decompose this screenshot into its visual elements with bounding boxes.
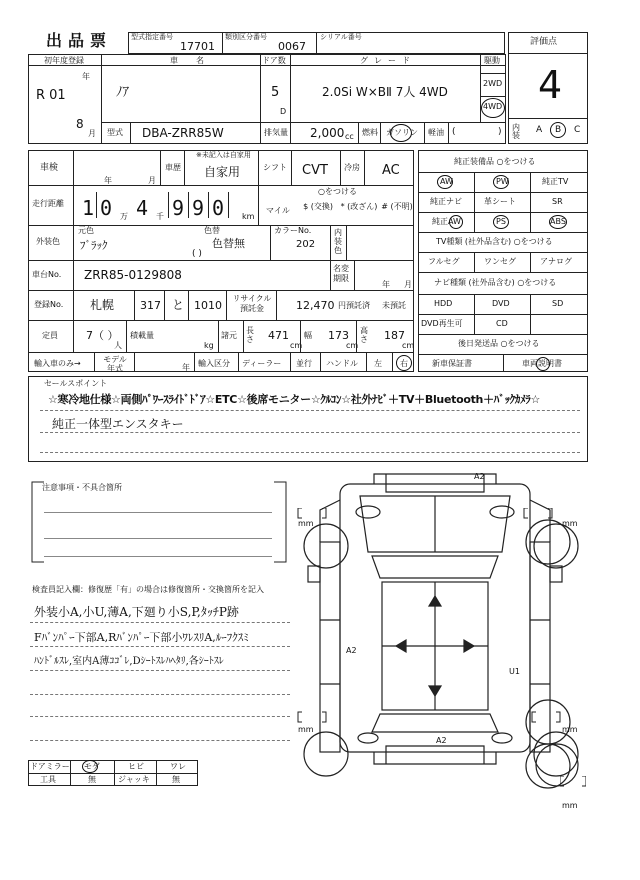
mileage-digit-5: 9: [192, 196, 205, 220]
equip-pw-circle: [493, 175, 509, 189]
reg-city: 札幌: [90, 298, 115, 312]
tools-header-ware: ワレ: [170, 762, 186, 771]
mileage-digit-1: 1: [82, 196, 95, 220]
drive-label: 駆動: [484, 56, 500, 65]
notes-bracket: [28, 478, 290, 566]
model-year-label: モデル年式: [103, 355, 127, 373]
grade-label: グレード: [360, 56, 416, 65]
equip-genuine-tv: 純正TV: [542, 177, 569, 186]
model-year-unit: 年: [182, 363, 190, 372]
type-no-label: 型式指定番号: [131, 33, 173, 41]
equip-ps: PS: [496, 217, 506, 226]
capacity-unit: 人: [114, 341, 122, 350]
mileage-exchange: $ (交換): [303, 202, 333, 211]
mileage-circle-note: ○をつける: [318, 187, 357, 196]
mm-label-fr: mm: [562, 519, 578, 528]
tools-header-mirror: ドアミラー: [30, 762, 70, 771]
name-change-year: 年: [382, 280, 390, 289]
tools-moge-circle: [82, 760, 98, 773]
navi-dvd-playback: DVD再生可: [421, 319, 463, 328]
mileage-man-unit: 万: [120, 212, 128, 221]
first-reg-year-unit: 年: [82, 72, 90, 81]
color-no-label: カラーNo.: [274, 226, 312, 235]
mm-label-rr: mm: [562, 725, 578, 734]
mileage-label: 走行距離: [32, 199, 64, 208]
equip-leather-seat: 革シート: [484, 197, 516, 206]
car-name-label: 車名: [170, 56, 222, 65]
width-unit: cm: [346, 341, 359, 350]
mileage-mile: マイル: [266, 206, 290, 215]
drive-4wd: 4WD: [483, 102, 503, 111]
handle-right: 右: [400, 359, 408, 368]
door-type: D: [280, 107, 287, 116]
capacity-label: 定員: [42, 331, 58, 340]
dims-label: 諸元: [221, 331, 237, 340]
fuel-paren-open: (: [452, 127, 456, 137]
mileage-digit-4: 9: [172, 196, 185, 220]
navi-sd: SD: [552, 299, 564, 308]
height-unit: cm: [402, 341, 415, 350]
notes-label: 注意事項・不具合箇所: [42, 483, 122, 492]
category-label: 車歴: [165, 163, 181, 172]
cooler-label: 冷房: [344, 163, 360, 172]
tools-jack-label: ジャッキ: [118, 775, 150, 784]
mileage-digit-3: 4: [136, 196, 149, 220]
color-change-paren: ( ): [192, 249, 202, 259]
mm-label-rl: mm: [298, 725, 314, 734]
interior-grade-b-circle: [550, 122, 566, 138]
drive-2wd: 2WD: [483, 79, 503, 88]
equip-pw: PW: [496, 177, 509, 186]
tools-header-hibi: ヒビ: [128, 762, 144, 771]
serial-label: シリアル番号: [320, 33, 362, 41]
later-shipping-label: 後日発送品 ○をつける: [458, 339, 540, 348]
mileage-digit-6: 0: [212, 196, 225, 220]
car-name-value: ﾉｱ: [116, 85, 129, 100]
tv-fullseg: フルセグ: [428, 257, 460, 266]
navi-type-label: ナビ種類 (社外品含む) ○をつける: [434, 278, 557, 287]
doors-label: ドア数: [262, 56, 286, 65]
later-warranty: 新車保証書: [432, 359, 472, 368]
first-reg-era: R 01: [36, 88, 66, 103]
equip-abs-circle: [549, 215, 567, 229]
first-reg-month-unit: 月: [88, 129, 96, 138]
fuel-paren-close: ): [498, 127, 502, 137]
category-value: 自家用: [204, 165, 241, 179]
navi-hdd: HDD: [434, 299, 453, 308]
load-label: 積載量: [130, 331, 154, 340]
shift-value: CVT: [302, 163, 328, 178]
drive-4wd-circle: [481, 98, 505, 118]
cooler-value: AC: [382, 163, 400, 178]
height-value: 187: [384, 329, 405, 342]
inspector-note-line3: ﾊﾝﾄﾞﾙｽﾚ,室内A薄ｺｺﾞﾚ,Dｼｰﾄｽﾚﾊﾍﾀﾘ,各ｼｰﾄｽﾚ: [34, 656, 224, 667]
shift-label: シフト: [263, 163, 287, 172]
tools-tool-label: 工具: [40, 775, 56, 784]
original-color-value: ﾌﾞﾗｯｸ: [80, 239, 108, 252]
damage-mark-left: A2: [346, 646, 357, 655]
later-manual: 車両説明書: [522, 359, 562, 368]
inspector-note-line2: Fﾊﾞﾝﾊﾟｰ下部A,Rﾊﾞﾝﾊﾟｰ下部小ﾜﾚｽﾘA,ﾙｰﾌｸｽﾐ: [34, 631, 249, 644]
equip-sr: SR: [552, 197, 563, 206]
capacity-value: 7（ ）: [86, 329, 119, 342]
fuel-gasoline-circle: [390, 124, 412, 142]
load-unit: kg: [204, 341, 214, 350]
chassis-label: 車台No.: [32, 270, 62, 279]
name-change-label: 名変期限: [333, 264, 349, 283]
import-class-label: 輸入区分: [198, 359, 230, 368]
grade-value: 2.0Si W×BⅡ 7人 4WD: [322, 85, 448, 99]
tv-analog: アナログ: [540, 257, 572, 266]
sales-points-line2: 純正一体型エンスタキー: [52, 417, 184, 431]
equip-aw-circle: [437, 175, 453, 189]
inspection-label: 車検: [40, 163, 59, 173]
handle-left: 左: [374, 359, 382, 368]
sales-points-label: セールスポイント: [44, 379, 108, 388]
interior-color-label: 内装色: [334, 228, 342, 255]
doors-value: 5: [271, 85, 280, 100]
mm-label-spare: mm: [562, 801, 578, 810]
mm-label-fl: mm: [298, 519, 314, 528]
displacement-value: 2,000: [310, 126, 345, 140]
inspector-note-label: 検査員記入欄：修復歴「有」の場合は修復箇所・交換箇所を記入: [32, 585, 264, 594]
reg-class: 317: [140, 299, 161, 312]
handle-right-circle: [396, 355, 412, 371]
displacement-unit: cc: [345, 132, 354, 141]
length-value: 471: [268, 329, 289, 342]
reg-kana: と: [172, 298, 185, 312]
inspection-year: 年: [104, 176, 112, 185]
reg-number: 1010: [194, 299, 222, 312]
equip-genuine-aw-circle: [449, 215, 463, 229]
damage-mark-rear: A2: [436, 736, 447, 745]
fuel-light-oil: 軽油: [428, 128, 444, 137]
color-change-value: 色替無: [212, 237, 245, 250]
mileage-sen-unit: 千: [156, 212, 164, 221]
name-change-month: 月: [404, 280, 412, 289]
damage-mark-right: U1: [509, 667, 520, 676]
score-value: 4: [538, 63, 563, 107]
chassis-value: ZRR85-0129808: [84, 268, 182, 282]
equip-aw: AW: [440, 177, 453, 186]
import-parallel: 並行: [296, 359, 312, 368]
inspection-month: 月: [148, 176, 156, 185]
width-value: 173: [328, 329, 349, 342]
fuel-gasoline: ガソリン: [386, 128, 418, 137]
tools-tool-value: 無: [88, 775, 96, 784]
handle-label: ハンドル: [326, 359, 358, 368]
class-no-value: 0067: [278, 40, 306, 53]
import-only-label: 輸入車のみ→: [34, 359, 81, 368]
recycle-not-deposited: 未預託: [382, 301, 406, 310]
recycle-label: リサイクル預託金: [232, 294, 272, 313]
length-label: 長さ: [246, 326, 254, 344]
tv-oneseg: ワンセグ: [484, 257, 516, 266]
equip-ps-circle: [493, 215, 509, 229]
score-label: 評価点: [530, 37, 558, 47]
equip-genuine-navi: 純正ナビ: [430, 197, 462, 206]
recycle-amount: 12,470: [296, 299, 335, 312]
mileage-digit-2: 0: [100, 196, 113, 220]
height-label: 高さ: [360, 326, 368, 344]
first-reg-label: 初年度登録: [44, 56, 84, 65]
navi-dvd: DVD: [492, 299, 510, 308]
first-reg-month: 8: [76, 117, 84, 131]
tools-jack-value: 無: [172, 775, 180, 784]
tv-type-label: TV種類 (社外品含む) ○をつける: [436, 237, 553, 246]
color-no-value: 202: [296, 239, 316, 250]
model-label: 型式: [107, 128, 123, 137]
spare-wheel-bracket: [560, 776, 586, 788]
exterior-color-label: 外装色: [36, 237, 60, 246]
mileage-unknown: # (不明): [381, 202, 413, 211]
genuine-equipment-label: 純正装備品 ○をつける: [454, 157, 536, 166]
original-color-label: 元色: [78, 226, 94, 235]
damage-mark-front: A2: [474, 472, 485, 481]
equip-abs: ABS: [550, 217, 566, 226]
mileage-altered: * (改ざん): [340, 202, 378, 211]
type-no-value: 17701: [180, 40, 215, 53]
later-manual-circle: [536, 357, 550, 371]
length-unit: cm: [290, 341, 303, 350]
interior-grade-c: C: [574, 125, 581, 135]
category-note: ※未記入は自家用: [196, 151, 251, 159]
interior-grade-b: B: [555, 125, 562, 135]
tools-header-moge: モゲ: [84, 762, 100, 771]
import-dealer: ディーラー: [242, 359, 282, 368]
interior-label: 内装: [512, 123, 520, 140]
fuel-label: 燃料: [362, 128, 378, 137]
mileage-km-unit: km: [242, 212, 255, 221]
inspector-note-line1: 外装小A,小U,薄A,下廻り小S,P,ﾀｯﾁP跡: [34, 605, 239, 619]
interior-grade-a: A: [536, 125, 543, 135]
color-change-label: 色替: [204, 226, 220, 235]
form-title: 出品票: [46, 31, 113, 50]
equip-genuine-aw: 純正AW: [432, 217, 461, 226]
class-no-label: 類別区分番号: [225, 33, 267, 41]
width-label: 幅: [304, 331, 312, 340]
recycle-unit: 円預託済: [338, 301, 370, 310]
navi-cd: CD: [496, 319, 508, 328]
sales-points-line1: ☆寒冷地仕様☆両側ﾊﾟﾜｰｽﾗｲﾄﾞﾄﾞｱ☆ETC☆後席モニター☆ｸﾙｺﾝ☆社外ﾅﾋﾞ＋TV＋Bluetooth＋ﾊﾞｯｸｶﾒﾗ☆: [48, 393, 541, 406]
model-value: DBA-ZRR85W: [142, 126, 224, 140]
displacement-label: 排気量: [264, 128, 288, 137]
reg-label: 登録No.: [34, 300, 64, 309]
